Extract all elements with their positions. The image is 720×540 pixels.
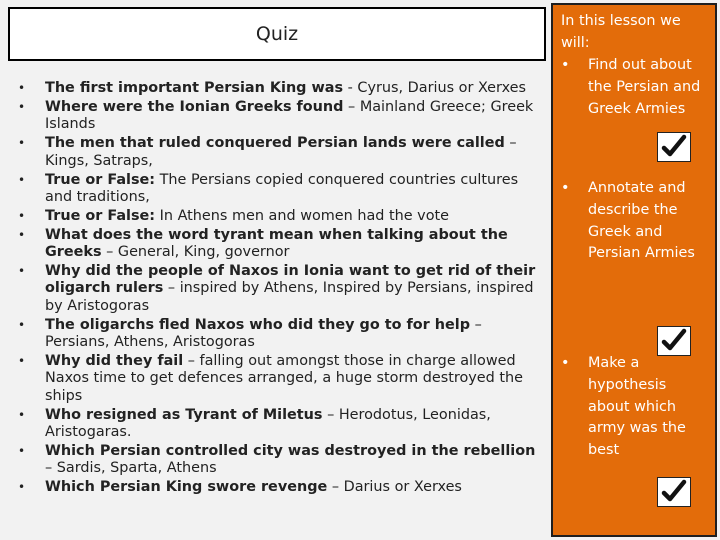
quiz-question — [18, 135, 538, 170]
objective-item — [561, 178, 711, 265]
quiz-question-list — [18, 80, 538, 498]
quiz-question — [18, 80, 538, 97]
answer-options: – Herodotus, Leonidas, Aristogaras. — [45, 406, 491, 440]
lesson-objectives-panel — [551, 3, 717, 537]
answer-options: The Persians copied conquered countries cultures and traditions, — [45, 171, 519, 205]
quiz-question — [18, 227, 538, 262]
quiz-question — [18, 172, 538, 207]
answer-options: – Persians, Athens, Aristogoras — [45, 316, 482, 350]
quiz-question — [18, 353, 538, 405]
quiz-title: Quiz — [255, 23, 299, 45]
quiz-title-box — [8, 7, 546, 61]
objective-item — [561, 353, 711, 462]
answer-options: – Darius or Xerxes — [327, 479, 462, 496]
quiz-question — [18, 479, 538, 496]
quiz-question — [18, 208, 538, 225]
objective-bullet: • — [561, 180, 570, 196]
answer-options: – General, King, governor — [101, 244, 290, 261]
answer-options: – Kings, Satraps, — [45, 135, 517, 169]
answer-options: – inspired by Athens, Inspired by Persians, inspired by Aristogoras — [45, 280, 534, 314]
question-text: The men that ruled conquered Persian lands were called — [45, 135, 505, 152]
answer-options: – Mainland Greece; Greek Islands — [45, 98, 534, 133]
quiz-question — [18, 263, 538, 315]
answer-options: - Cyrus, Darius or Xerxes — [343, 80, 526, 96]
question-text: Where were the Ionian Greeks found — [45, 98, 344, 115]
quiz-question — [18, 443, 538, 478]
question-text: Why did they fail — [45, 352, 184, 369]
objective-text: Make a hypothesis about which army was the best — [588, 355, 686, 459]
objective-text: Find out about the Persian and Greek Armies — [588, 57, 701, 117]
answer-options: – Sardis, Sparta, Athens — [45, 460, 217, 477]
question-text: Who resigned as Tyrant of Miletus — [45, 406, 323, 423]
quiz-question — [18, 407, 538, 442]
objective-bullet: • — [561, 355, 570, 371]
question-text: Which Persian controlled city was destroyed in the rebellion — [45, 442, 536, 459]
question-text: True or False: — [45, 171, 156, 188]
objective-item — [561, 55, 711, 120]
checkmark-icon — [657, 132, 691, 162]
question-text: Which Persian King swore revenge — [45, 479, 328, 496]
answer-options: – falling out amongst those in charge allowed Naxos time to get defences arranged, a huge storm destroyed the ships — [45, 352, 523, 404]
quiz-question — [18, 317, 538, 352]
question-text: The oligarchs fled Naxos who did they go to for help — [45, 316, 471, 333]
question-text: True or False: — [45, 207, 156, 224]
checkmark-icon — [657, 326, 691, 356]
objective-bullet: • — [561, 57, 570, 73]
quiz-question — [18, 99, 538, 134]
question-text: Why did the people of Naxos in Ionia want to get rid of their oligarch rulers — [45, 263, 536, 297]
checkmark-icon — [657, 477, 691, 507]
question-text: The first important Persian King was — [45, 80, 344, 96]
objective-text: Annotate and describe the Greek and Persian Armies — [588, 180, 695, 262]
lesson-intro: In this lesson we will: — [561, 13, 681, 51]
question-text: What does the word tyrant mean when talking about the Greeks — [45, 226, 508, 261]
answer-options: In Athens men and women had the vote — [155, 207, 449, 224]
